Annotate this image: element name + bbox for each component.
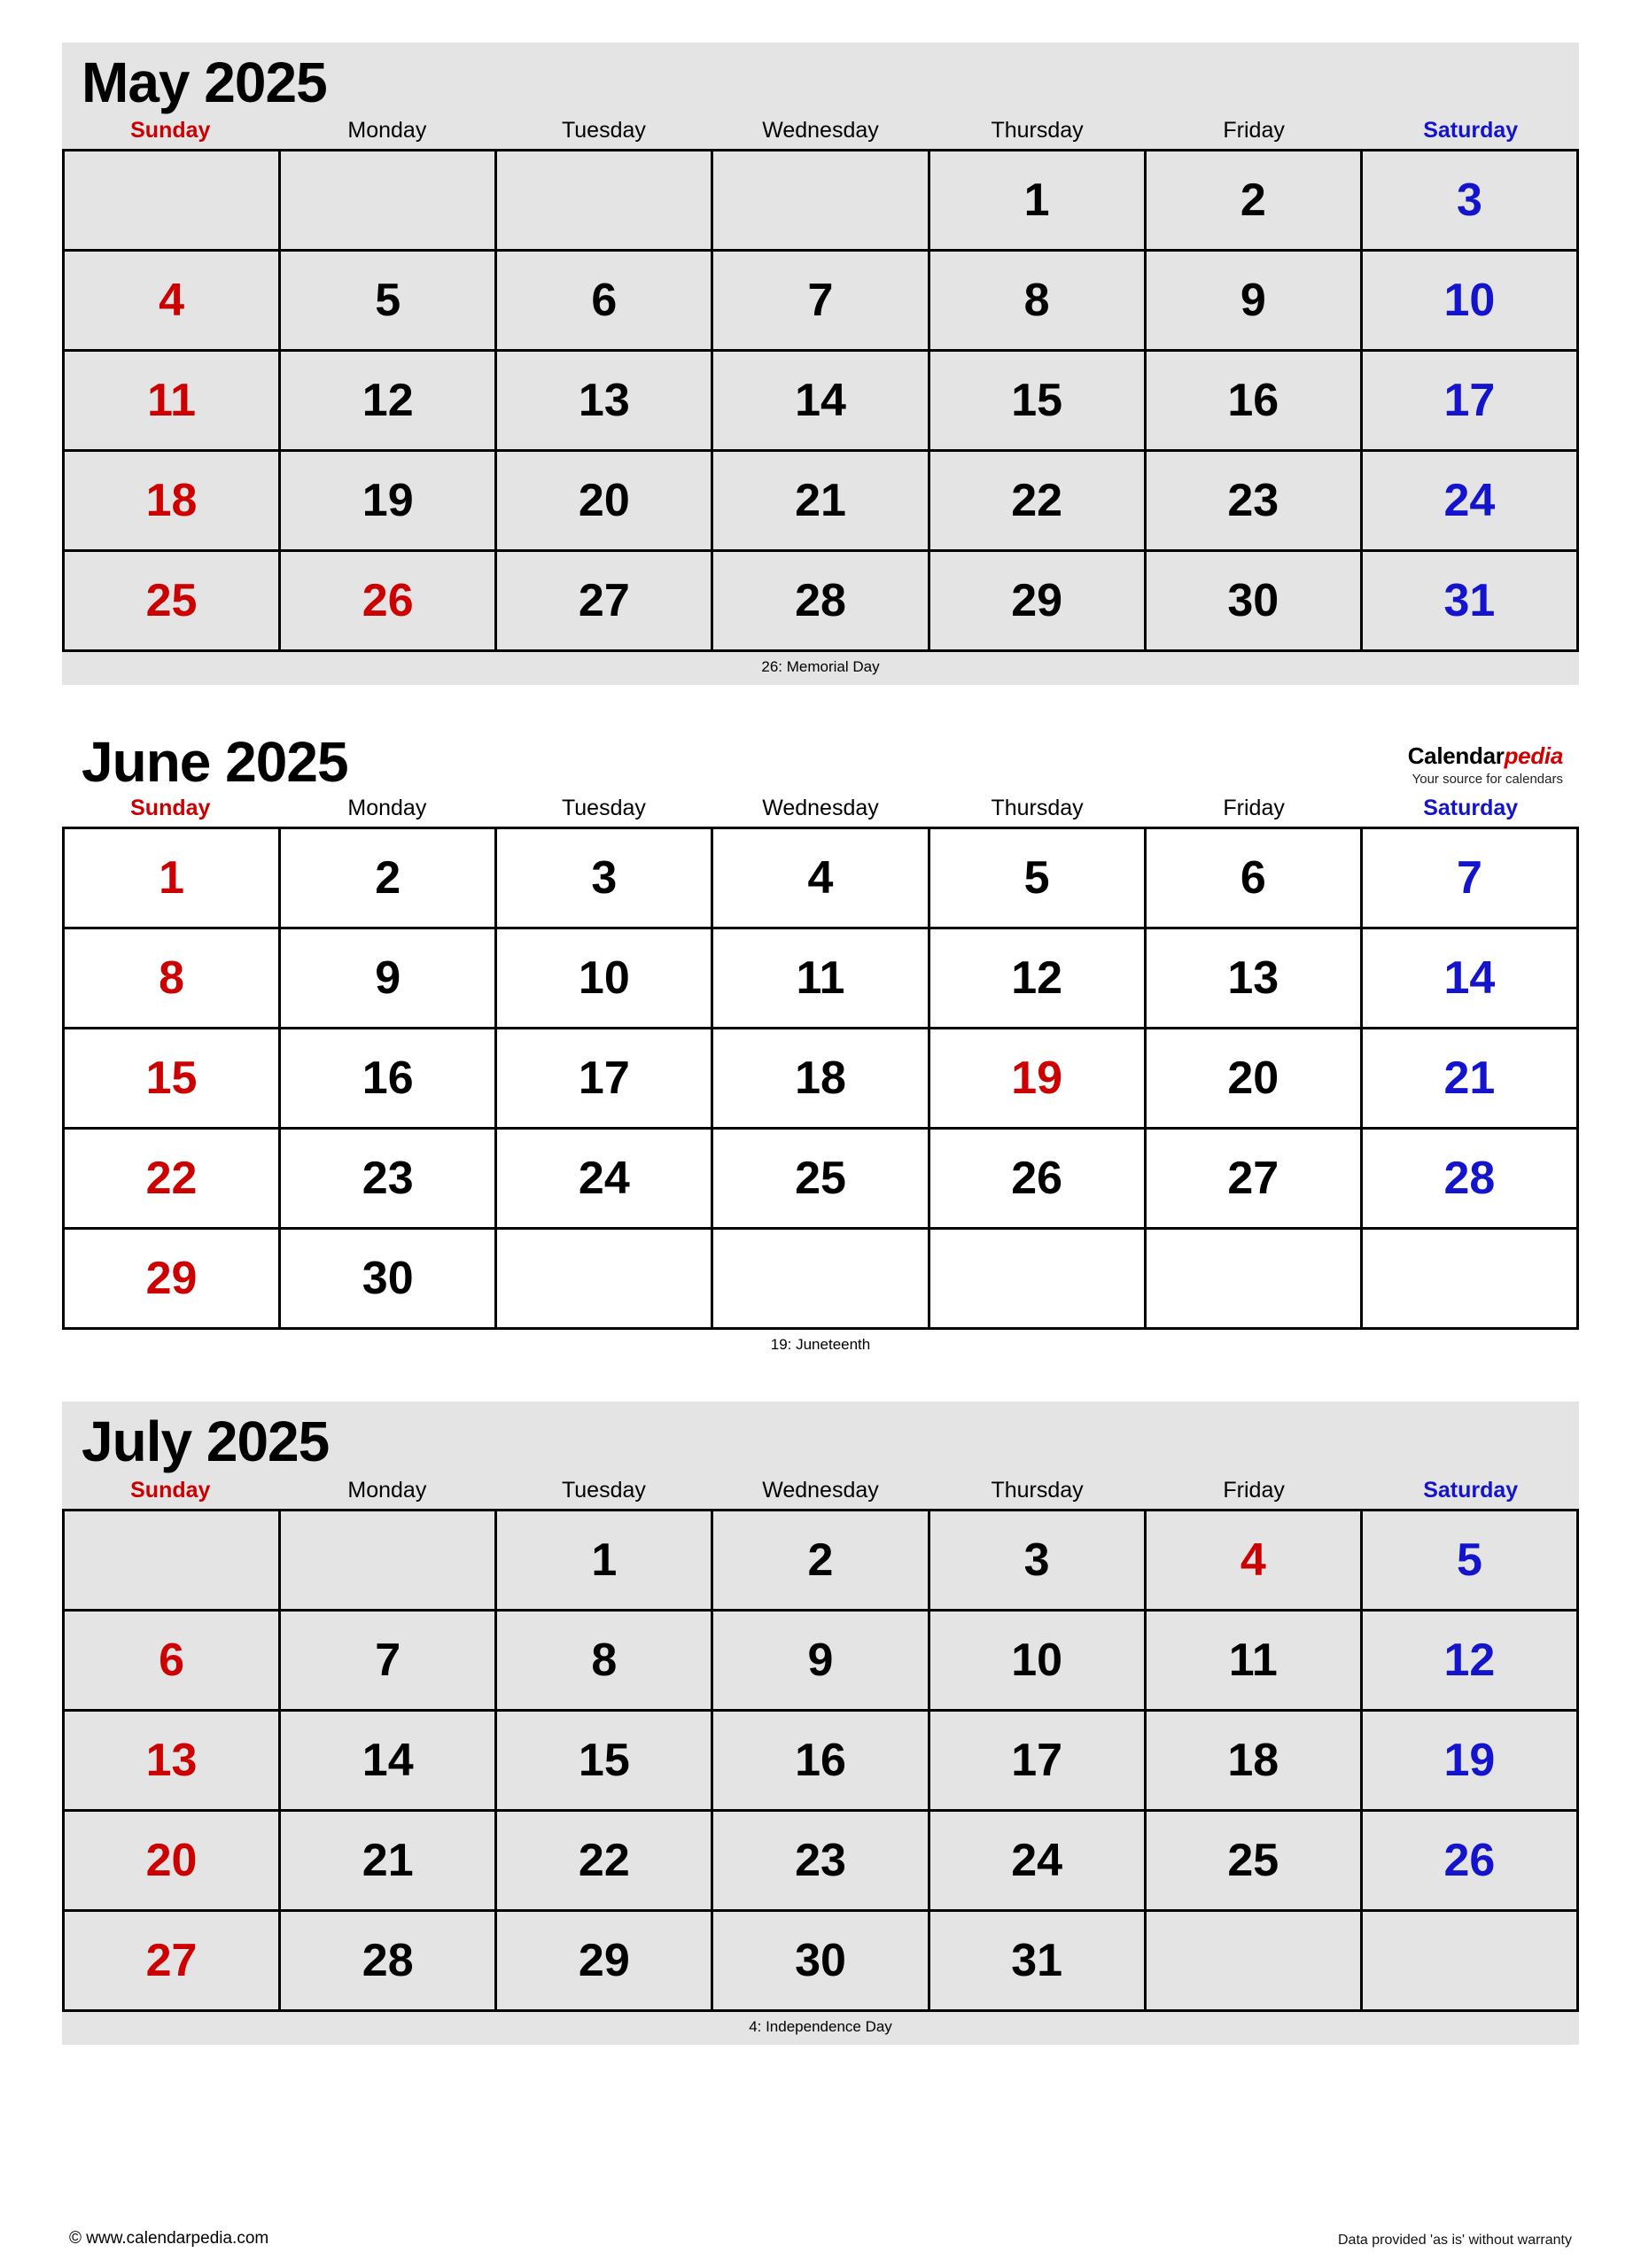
day-number: 20 <box>145 1834 198 1886</box>
day-header-saturday: Saturday <box>1423 118 1519 144</box>
day-cell <box>497 929 713 1029</box>
day-number: 2 <box>807 1534 834 1586</box>
day-cell <box>65 1612 281 1712</box>
day-number: 16 <box>362 1052 414 1105</box>
day-cell <box>65 1029 281 1130</box>
day-number: 20 <box>578 475 630 527</box>
day-cell <box>1147 1612 1363 1712</box>
day-header-tuesday: Tuesday <box>561 1477 646 1503</box>
day-number: 11 <box>1228 1634 1278 1686</box>
day-number: 28 <box>1443 1153 1496 1205</box>
day-number: 25 <box>1227 1834 1279 1886</box>
day-cell <box>1363 1130 1579 1230</box>
day-cell <box>1363 1511 1579 1612</box>
day-cell <box>65 1712 281 1812</box>
day-number: 8 <box>591 1634 618 1686</box>
day-number: 25 <box>145 575 198 627</box>
day-cell <box>497 1712 713 1812</box>
page-footer <box>62 2224 1579 2268</box>
day-cell <box>497 452 713 552</box>
day-number: 20 <box>1227 1052 1279 1105</box>
day-cell-empty <box>713 151 929 252</box>
day-cell <box>497 1511 713 1612</box>
day-cell-empty <box>930 1230 1147 1330</box>
day-cell <box>65 1130 281 1230</box>
day-cell <box>713 1511 929 1612</box>
day-number: 6 <box>1240 852 1266 905</box>
day-number: 26 <box>1443 1834 1496 1886</box>
month-title: July 2025 <box>82 1410 330 1474</box>
month-title-row-july <box>62 1402 1579 1477</box>
day-number: 31 <box>1011 1934 1063 1986</box>
day-cell <box>930 352 1147 452</box>
day-number: 13 <box>1227 952 1279 1005</box>
day-cell-empty <box>713 1230 929 1330</box>
day-header-friday: Friday <box>1223 118 1285 144</box>
month-block-june <box>62 724 1579 1363</box>
day-cell <box>497 1812 713 1912</box>
day-number: 27 <box>578 575 630 627</box>
day-number: 12 <box>1011 952 1063 1005</box>
day-cell <box>713 929 929 1029</box>
day-number: 25 <box>795 1153 846 1205</box>
day-cell <box>713 829 929 929</box>
day-cell-empty <box>1147 1912 1363 2012</box>
day-cell <box>65 352 281 452</box>
day-cell <box>713 1029 929 1130</box>
month-title: May 2025 <box>82 50 327 114</box>
day-cell <box>497 1612 713 1712</box>
day-cell <box>713 1130 929 1230</box>
day-cell <box>713 1712 929 1812</box>
day-grid-june <box>62 827 1579 1330</box>
day-cell <box>1147 829 1363 929</box>
month-block-july <box>62 1402 1579 2044</box>
spacer <box>62 685 1579 724</box>
day-number: 8 <box>1023 275 1050 327</box>
day-cell <box>65 1230 281 1330</box>
day-cell <box>65 252 281 352</box>
day-cell <box>1363 1712 1579 1812</box>
brand-logo <box>1408 742 1570 792</box>
day-cell <box>1363 452 1579 552</box>
day-number: 5 <box>1456 1534 1482 1586</box>
brand-name-part1: Calendar <box>1407 742 1505 770</box>
day-cell-empty <box>281 151 497 252</box>
day-cell <box>1363 252 1579 352</box>
day-number: 3 <box>591 852 618 905</box>
day-header-saturday: Saturday <box>1423 796 1519 821</box>
day-cell <box>1363 829 1579 929</box>
day-header-monday: Monday <box>347 118 427 144</box>
day-number: 9 <box>807 1634 834 1686</box>
day-header-tuesday: Tuesday <box>561 796 646 821</box>
month-note-june: 19: Juneteenth <box>62 1330 1579 1363</box>
day-number: 1 <box>159 852 185 905</box>
day-cell-empty <box>65 151 281 252</box>
day-number: 16 <box>795 1734 846 1786</box>
day-cell-empty <box>65 1511 281 1612</box>
day-number: 18 <box>145 475 198 527</box>
day-cell <box>930 151 1147 252</box>
day-cell <box>281 252 497 352</box>
day-cell <box>930 1812 1147 1912</box>
day-number: 24 <box>1011 1834 1063 1886</box>
brand-name <box>1408 742 1563 770</box>
day-cell <box>281 1712 497 1812</box>
footer-disclaimer: Data provided 'as is' without warranty <box>1337 2233 1572 2248</box>
day-number: 12 <box>362 375 414 427</box>
day-number: 30 <box>795 1934 846 1986</box>
day-number: 2 <box>375 852 401 905</box>
day-number: 2 <box>1240 175 1266 227</box>
day-cell <box>497 252 713 352</box>
day-cell <box>930 452 1147 552</box>
month-note-may: 26: Memorial Day <box>62 652 1579 685</box>
month-note-july: 4: Independence Day <box>62 2012 1579 2045</box>
day-header-tuesday: Tuesday <box>561 118 646 144</box>
day-cell <box>1147 552 1363 652</box>
day-cell <box>65 1812 281 1912</box>
day-number: 27 <box>145 1934 198 1986</box>
day-cell <box>930 1612 1147 1712</box>
day-header-wednesday: Wednesday <box>762 1477 879 1503</box>
day-number: 13 <box>145 1734 198 1786</box>
day-cell <box>497 552 713 652</box>
day-cell-empty <box>1147 1230 1363 1330</box>
day-number: 15 <box>578 1734 630 1786</box>
brand-name-part2: pedia <box>1504 742 1563 770</box>
day-number: 18 <box>795 1052 846 1105</box>
day-number: 9 <box>375 952 401 1005</box>
day-cell <box>281 829 497 929</box>
day-cell <box>497 1912 713 2012</box>
day-number: 30 <box>362 1253 414 1305</box>
day-cell <box>281 1812 497 1912</box>
day-number: 17 <box>578 1052 630 1105</box>
day-cell <box>1147 1712 1363 1812</box>
day-cell <box>713 552 929 652</box>
day-cell <box>497 1029 713 1130</box>
day-cell-empty <box>1363 1912 1579 2012</box>
day-cell <box>1363 1029 1579 1130</box>
day-number: 29 <box>145 1253 198 1305</box>
day-cell <box>930 1511 1147 1612</box>
day-number: 27 <box>1227 1153 1279 1205</box>
month-title-row-may <box>62 43 1579 118</box>
day-cell-empty <box>497 151 713 252</box>
day-cell <box>713 1812 929 1912</box>
day-number: 21 <box>1443 1052 1496 1105</box>
day-cell <box>713 1612 929 1712</box>
day-number: 23 <box>795 1834 846 1886</box>
day-number: 4 <box>807 852 834 905</box>
day-number: 26 <box>1011 1153 1063 1205</box>
day-cell <box>930 252 1147 352</box>
day-number: 4 <box>1240 1534 1266 1586</box>
day-header-row-may <box>62 118 1579 149</box>
day-cell <box>65 929 281 1029</box>
day-number: 8 <box>159 952 185 1005</box>
day-cell <box>281 1612 497 1712</box>
day-number: 3 <box>1456 175 1482 227</box>
day-cell <box>497 352 713 452</box>
day-number: 30 <box>1227 575 1279 627</box>
day-header-row-june <box>62 796 1579 827</box>
day-cell <box>1147 452 1363 552</box>
day-cell <box>281 1912 497 2012</box>
day-cell <box>281 352 497 452</box>
day-cell-empty <box>281 1511 497 1612</box>
day-number: 3 <box>1023 1534 1050 1586</box>
day-grid-may <box>62 149 1579 652</box>
day-header-sunday: Sunday <box>130 796 211 821</box>
day-cell <box>930 1029 1147 1130</box>
day-cell <box>65 829 281 929</box>
day-number: 21 <box>362 1834 414 1886</box>
spacer <box>62 1363 1579 1402</box>
day-cell <box>497 829 713 929</box>
day-number: 28 <box>362 1934 414 1986</box>
day-header-thursday: Thursday <box>991 118 1084 144</box>
day-number: 24 <box>1443 475 1496 527</box>
day-header-wednesday: Wednesday <box>762 796 879 821</box>
day-number: 7 <box>375 1634 401 1686</box>
day-cell <box>930 829 1147 929</box>
day-cell <box>1363 552 1579 652</box>
day-number: 17 <box>1011 1734 1063 1786</box>
day-number: 23 <box>362 1153 414 1205</box>
day-number: 7 <box>1456 852 1482 905</box>
day-number: 9 <box>1240 275 1266 327</box>
day-number: 4 <box>159 275 185 327</box>
day-grid-july <box>62 1509 1579 2012</box>
day-cell <box>497 1130 713 1230</box>
day-cell <box>713 1912 929 2012</box>
day-cell <box>281 1230 497 1330</box>
day-number: 28 <box>795 575 846 627</box>
day-cell <box>1363 151 1579 252</box>
month-title-row-june <box>62 724 1579 796</box>
day-number: 13 <box>578 375 630 427</box>
day-number: 22 <box>578 1834 630 1886</box>
day-number: 15 <box>145 1052 198 1105</box>
day-cell-empty <box>497 1230 713 1330</box>
day-cell <box>1147 151 1363 252</box>
day-cell <box>713 452 929 552</box>
day-cell <box>713 252 929 352</box>
day-cell <box>930 1912 1147 2012</box>
day-cell <box>281 929 497 1029</box>
day-header-monday: Monday <box>347 796 427 821</box>
day-header-thursday: Thursday <box>991 796 1084 821</box>
day-header-wednesday: Wednesday <box>762 118 879 144</box>
day-header-monday: Monday <box>347 1477 427 1503</box>
day-cell <box>1363 1612 1579 1712</box>
day-header-saturday: Saturday <box>1423 1477 1519 1503</box>
day-number: 5 <box>375 275 401 327</box>
day-number: 31 <box>1443 575 1496 627</box>
day-number: 5 <box>1023 852 1050 905</box>
day-cell <box>930 929 1147 1029</box>
day-cell <box>1147 1812 1363 1912</box>
day-number: 10 <box>1443 275 1496 327</box>
day-number: 29 <box>578 1934 630 1986</box>
day-number: 11 <box>796 952 845 1005</box>
day-cell <box>1147 352 1363 452</box>
day-number: 11 <box>147 375 197 427</box>
day-header-friday: Friday <box>1223 1477 1285 1503</box>
brand-tagline: Your source for calendars <box>1412 772 1563 788</box>
day-header-sunday: Sunday <box>130 118 211 144</box>
day-number: 14 <box>362 1734 414 1786</box>
day-cell <box>1147 1130 1363 1230</box>
day-number: 23 <box>1227 475 1279 527</box>
day-cell <box>281 452 497 552</box>
day-number: 14 <box>795 375 846 427</box>
day-number: 22 <box>1011 475 1063 527</box>
day-number: 18 <box>1227 1734 1279 1786</box>
day-cell <box>713 352 929 452</box>
day-number: 14 <box>1443 952 1496 1005</box>
day-number: 10 <box>578 952 630 1005</box>
day-cell <box>1147 1511 1363 1612</box>
day-cell <box>281 1130 497 1230</box>
day-header-thursday: Thursday <box>991 1477 1084 1503</box>
day-number: 1 <box>1023 175 1050 227</box>
day-cell <box>281 552 497 652</box>
day-number: 19 <box>1011 1052 1063 1105</box>
day-header-sunday: Sunday <box>130 1477 211 1503</box>
day-number: 26 <box>362 575 414 627</box>
month-block-may <box>62 43 1579 685</box>
day-cell <box>1147 929 1363 1029</box>
day-cell <box>65 1912 281 2012</box>
day-cell <box>1147 252 1363 352</box>
day-number: 7 <box>807 275 834 327</box>
day-cell <box>1363 352 1579 452</box>
day-header-row-july <box>62 1478 1579 1509</box>
day-number: 16 <box>1227 375 1279 427</box>
day-cell-empty <box>1363 1230 1579 1330</box>
day-number: 12 <box>1443 1634 1496 1686</box>
day-number: 1 <box>591 1534 618 1586</box>
day-number: 6 <box>591 275 618 327</box>
day-cell <box>1147 1029 1363 1130</box>
day-cell <box>930 1130 1147 1230</box>
day-number: 22 <box>145 1153 198 1205</box>
footer-copyright: © www.calendarpedia.com <box>69 2229 269 2248</box>
day-header-friday: Friday <box>1223 796 1285 821</box>
day-cell <box>281 1029 497 1130</box>
day-number: 6 <box>159 1634 185 1686</box>
day-number: 29 <box>1011 575 1063 627</box>
day-cell <box>65 552 281 652</box>
day-number: 19 <box>362 475 414 527</box>
day-number: 19 <box>1443 1734 1496 1786</box>
day-cell <box>65 452 281 552</box>
day-number: 10 <box>1011 1634 1063 1686</box>
month-title: June 2025 <box>82 730 348 795</box>
day-number: 24 <box>578 1153 630 1205</box>
day-cell <box>930 1712 1147 1812</box>
day-number: 15 <box>1011 375 1063 427</box>
day-cell <box>1363 1812 1579 1912</box>
day-number: 17 <box>1443 375 1496 427</box>
day-number: 21 <box>795 475 846 527</box>
day-cell <box>1363 929 1579 1029</box>
day-cell <box>930 552 1147 652</box>
